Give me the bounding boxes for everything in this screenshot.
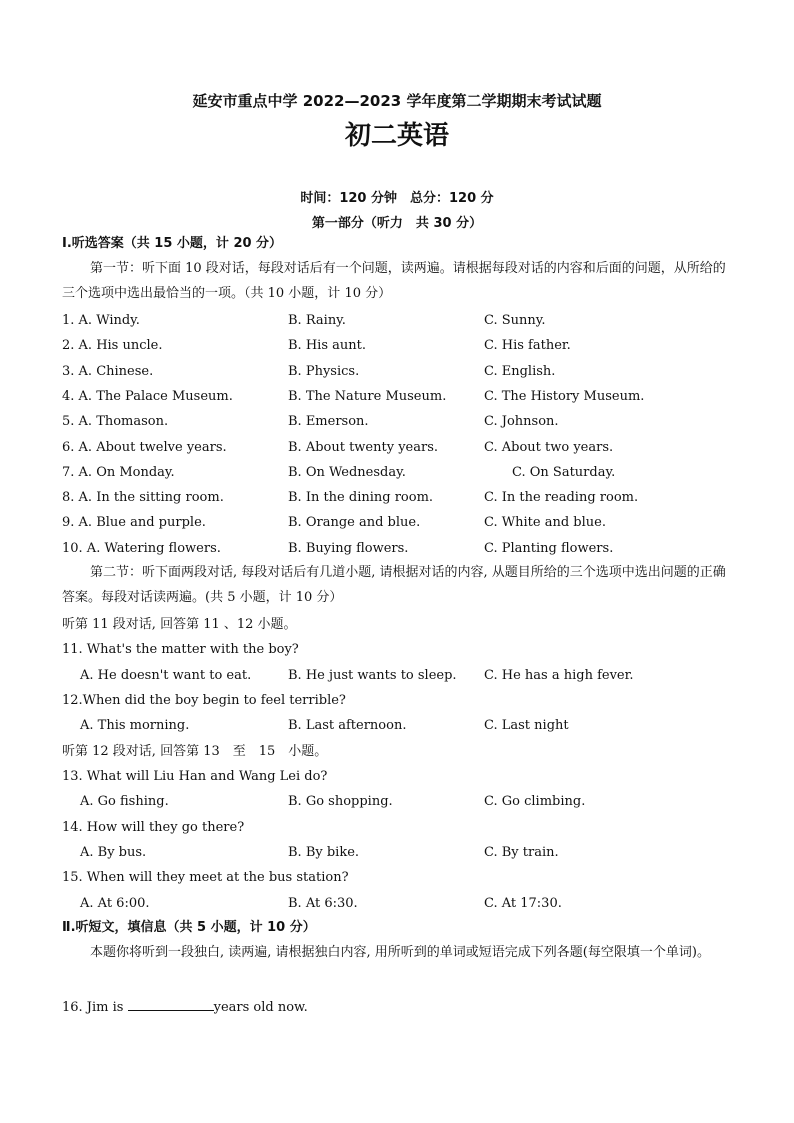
question-5-option-b: B. Emerson.	[288, 414, 369, 429]
question-1-option-a: 1. A. Windy.	[62, 313, 140, 328]
section2-heading: Ⅱ.听短文，填信息（共 5 小题，计 10 分）	[62, 920, 316, 935]
question-4-option-b: B. The Nature Museum.	[288, 389, 447, 404]
question-1-option-c: C. Sunny.	[484, 313, 546, 328]
question-9-option-b: B. Orange and blue.	[288, 515, 421, 530]
q16-answer-blank[interactable]	[128, 998, 214, 1011]
question-6-option-c: C. About two years.	[484, 440, 614, 455]
dialog11-instruction: 听第 11 段对话, 回答第 11 、12 小题。	[62, 617, 297, 632]
q12-stem: 12.When did the boy begin to feel terrible?	[62, 693, 346, 708]
q15-stem: 15. When will they meet at the bus station?	[62, 870, 349, 885]
time-info: 时间：120 分钟 总分：120 分	[300, 191, 494, 206]
q14-stem: 14. How will they go there?	[62, 820, 245, 835]
q12-option-c: C. Last night	[484, 718, 569, 733]
question-2-option-b: B. His aunt.	[288, 338, 366, 353]
dialog12-instruction: 听第 12 段对话, 回答第 13 至 15 小题。	[62, 744, 328, 759]
q12-option-b: B. Last afternoon.	[288, 718, 407, 733]
q13-option-a: A. Go fishing.	[80, 794, 169, 809]
q13-stem: 13. What will Liu Han and Wang Lei do?	[62, 769, 328, 784]
question-8-option-b: B. In the dining room.	[288, 490, 434, 505]
q11-option-c: C. He has a high fever.	[484, 668, 634, 683]
q11-option-a: A. He doesn't want to eat.	[80, 668, 252, 683]
question-4-option-a: 4. A. The Palace Museum.	[62, 389, 233, 404]
question-3-option-a: 3. A. Chinese.	[62, 364, 154, 379]
q13-option-b: B. Go shopping.	[288, 794, 393, 809]
q15-option-a: A. At 6:00.	[80, 896, 150, 911]
question-7-option-a: 7. A. On Monday.	[62, 465, 175, 480]
question-7-option-b: B. On Wednesday.	[288, 465, 406, 480]
q15-option-c: C. At 17:30.	[484, 896, 562, 911]
question-2-option-a: 2. A. His uncle.	[62, 338, 163, 353]
part-one-heading: 第一部分（听力 共 30 分）	[311, 216, 483, 231]
question-6-option-b: B. About twenty years.	[288, 440, 439, 455]
section1-intro1: 第一节：听下面 10 段对话，每段对话后有一个问题，读两遍。请根据每段对话的内容和后面的问题，从所给的三个选项中选出最恰当的一项。（共 10 小题，计 10 分）	[62, 261, 726, 301]
section1-intro2: 第二节：听下面两段对话, 每段对话后有几道小题, 请根据对话的内容, 从题目所给的三个选项中选出问题的正确答案。每段对话读两遍。(共 5 小题，计 10 分）	[62, 565, 726, 605]
q14-option-a: A. By bus.	[80, 845, 147, 860]
q13-option-c: C. Go climbing.	[484, 794, 586, 809]
q11-stem: 11. What's the matter with the boy?	[62, 642, 299, 657]
question-3-option-c: C. English.	[484, 364, 556, 379]
q16-suffix: years old now.	[213, 1000, 308, 1015]
question-9-option-c: C. White and blue.	[484, 515, 606, 530]
question-5-option-c: C. Johnson.	[484, 414, 559, 429]
question-10-option-c: C. Planting flowers.	[484, 541, 614, 556]
question-10-option-a: 10. A. Watering flowers.	[62, 541, 221, 556]
question-8-option-a: 8. A. In the sitting room.	[62, 490, 224, 505]
question-5-option-a: 5. A. Thomason.	[62, 414, 169, 429]
q11-option-b: B. He just wants to sleep.	[288, 668, 457, 683]
section2-intro: 本题你将听到一段独白, 读两遍, 请根据独白内容, 用所听到的单词或短语完成下列各题(每空限填一个单词)。	[90, 945, 710, 960]
exam-title: 延安市重点中学 2022—2023 学年度第二学期期末考试试题	[192, 92, 602, 110]
q16-line	[62, 998, 308, 1016]
q14-option-c: C. By train.	[484, 845, 559, 860]
subject-title: 初二英语	[344, 121, 449, 151]
question-2-option-c: C. His father.	[484, 338, 571, 353]
question-10-option-b: B. Buying flowers.	[288, 541, 409, 556]
question-9-option-a: 9. A. Blue and purple.	[62, 515, 206, 530]
q12-option-a: A. This morning.	[80, 718, 190, 733]
q14-option-b: B. By bike.	[288, 845, 360, 860]
question-8-option-c: C. In the reading room.	[484, 490, 639, 505]
section1-heading: I.听选答案（共 15 小题，计 20 分）	[62, 236, 283, 251]
q15-option-b: B. At 6:30.	[288, 896, 358, 911]
question-4-option-c: C. The History Museum.	[484, 389, 645, 404]
question-7-option-c: C. On Saturday.	[512, 465, 616, 480]
q16-prefix: 16. Jim is	[62, 1000, 128, 1015]
question-3-option-b: B. Physics.	[288, 364, 360, 379]
question-6-option-a: 6. A. About twelve years.	[62, 440, 227, 455]
question-1-option-b: B. Rainy.	[288, 313, 346, 328]
